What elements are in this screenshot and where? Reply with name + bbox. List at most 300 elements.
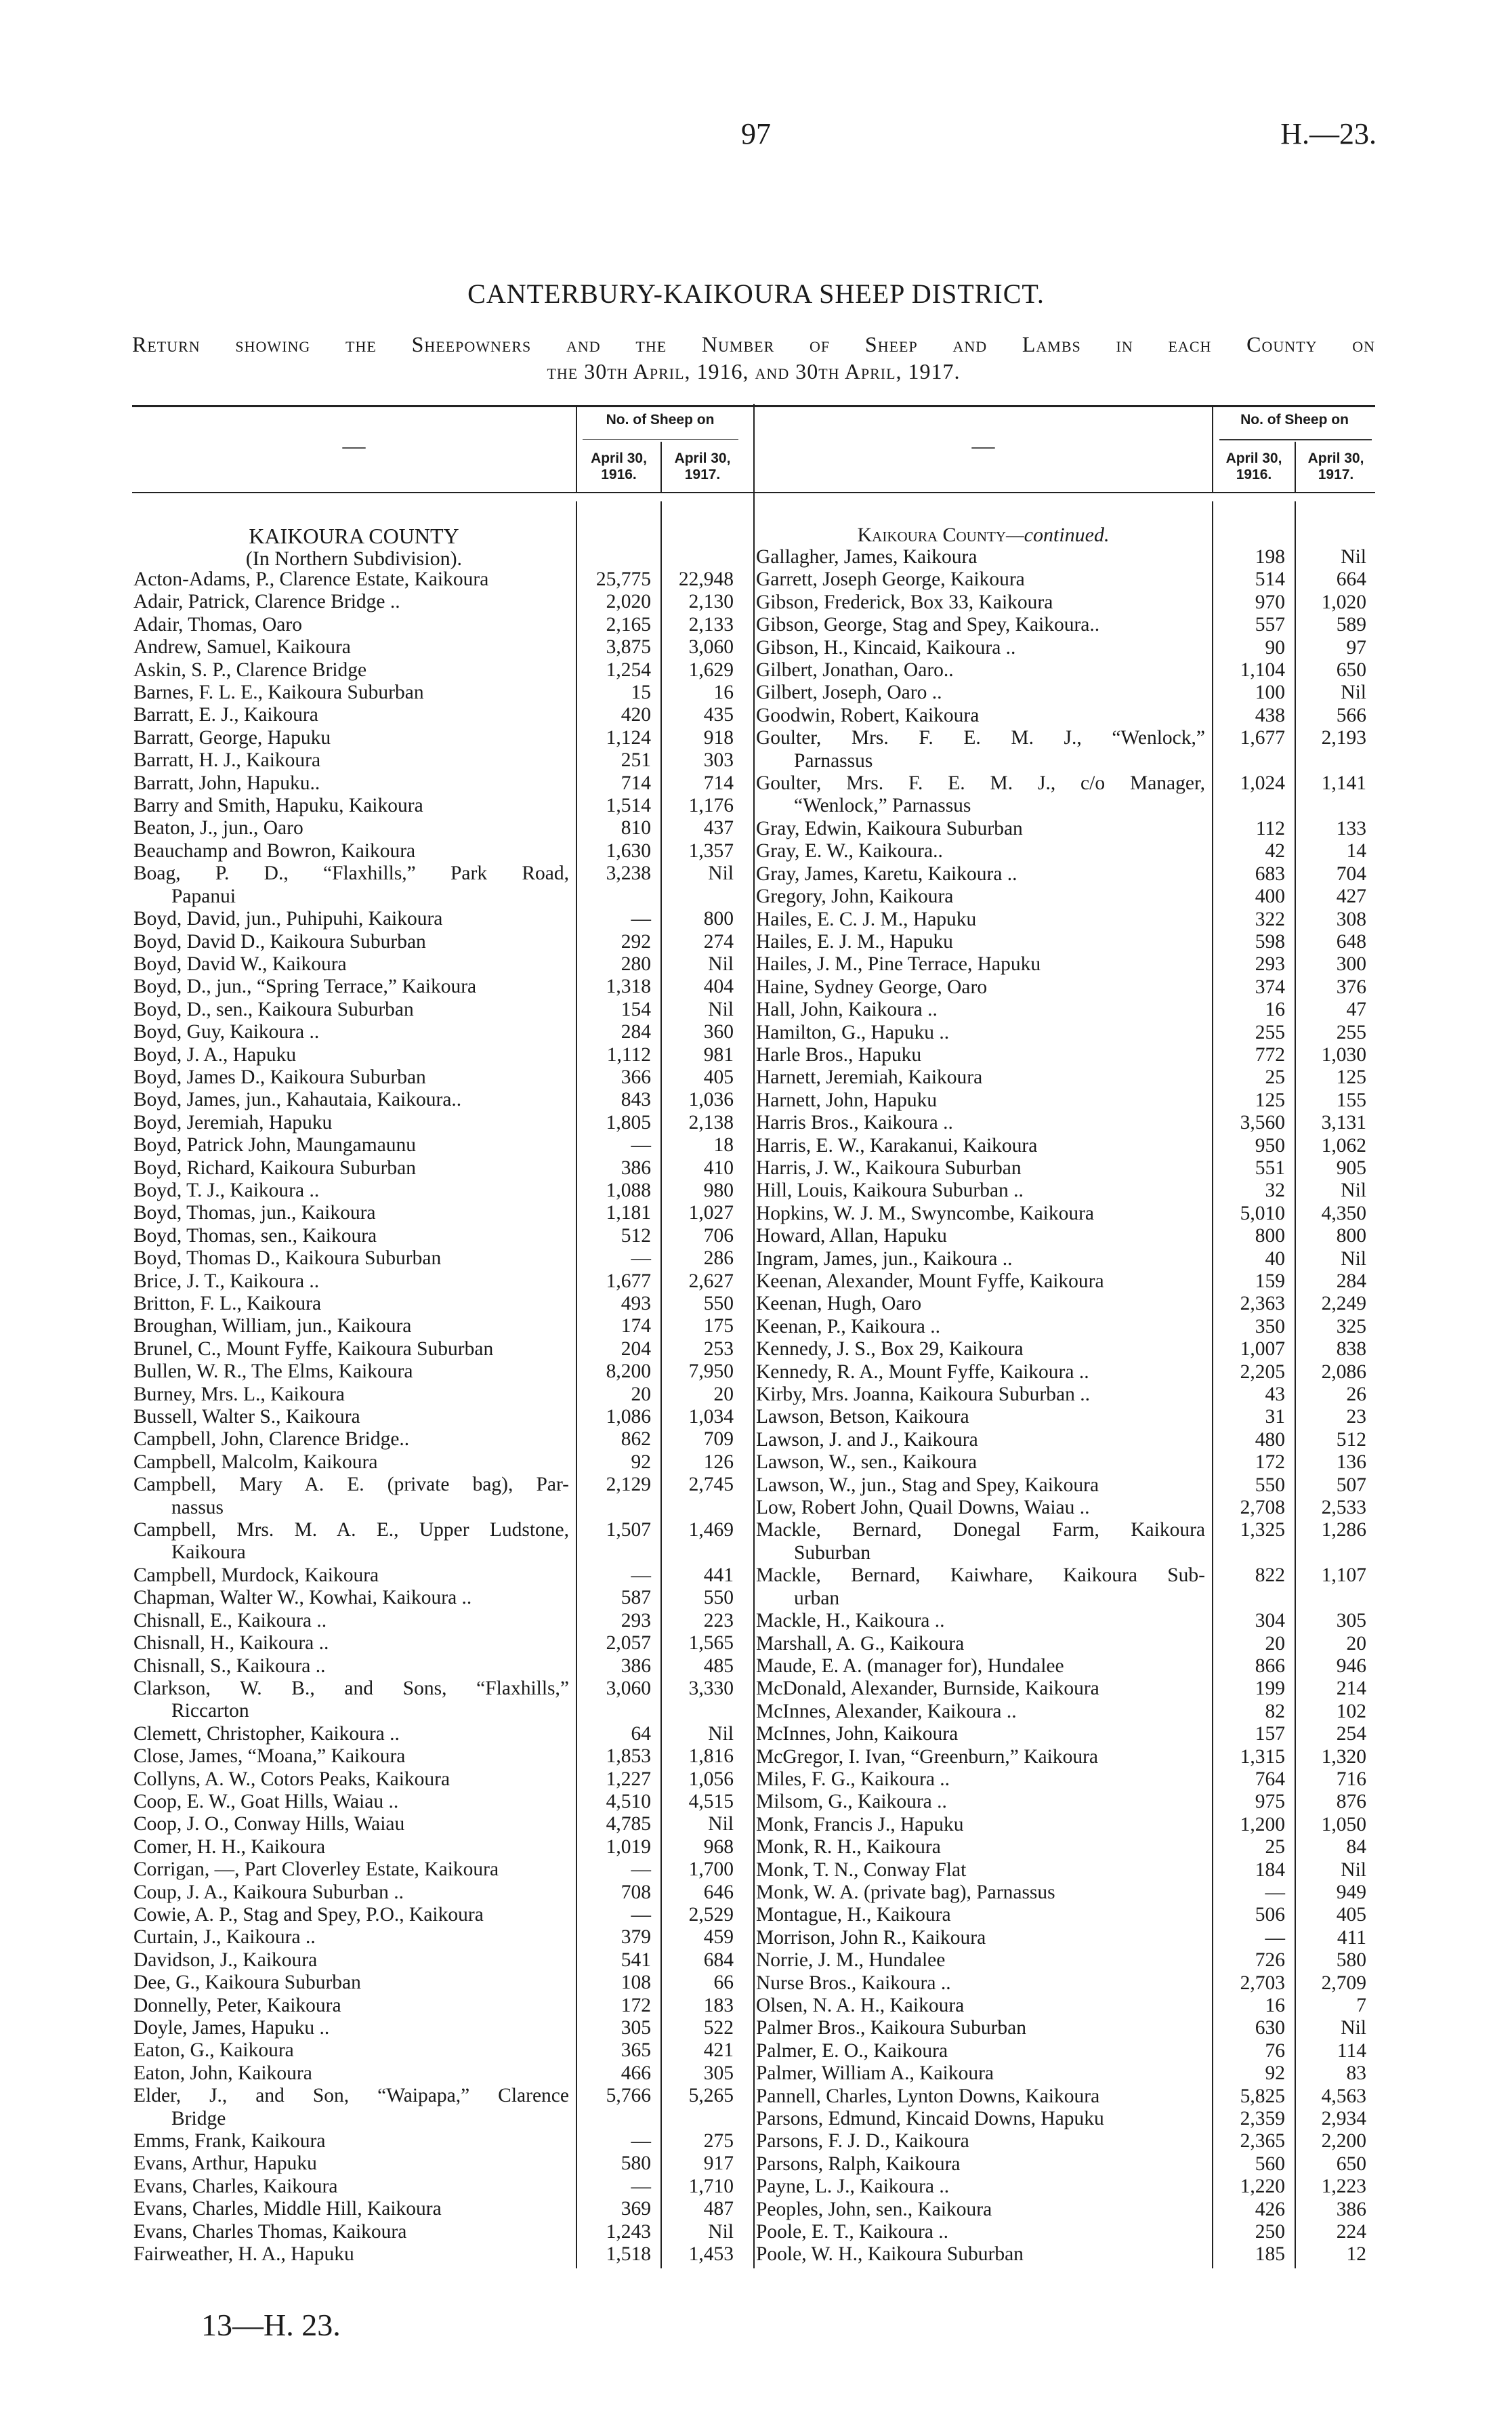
owner-name: Eaton, G., Kaikoura bbox=[133, 2039, 294, 2062]
sheep-1916: 366 bbox=[621, 1066, 651, 1088]
sheep-1916: 90 bbox=[1265, 636, 1285, 659]
sheep-1917: 303 bbox=[703, 749, 734, 772]
sheep-1916: 76 bbox=[1265, 2039, 1285, 2062]
sheep-1917: 66 bbox=[713, 1972, 734, 1994]
owner-name: Harnett, Jeremiah, Kaikoura bbox=[756, 1066, 983, 1089]
sheep-1916: 843 bbox=[621, 1089, 651, 1111]
sheep-1916: — bbox=[631, 1247, 651, 1270]
owner-cell bbox=[132, 2243, 576, 2266]
sheep-1917: 404 bbox=[703, 976, 734, 998]
table-row bbox=[755, 1157, 1376, 1180]
owner-cell bbox=[132, 1451, 576, 1474]
sheep-1917: 918 bbox=[703, 726, 734, 749]
sheep-1917: 360 bbox=[703, 1021, 734, 1043]
table-row bbox=[132, 953, 743, 976]
sheep-1917: 126 bbox=[703, 1451, 734, 1473]
owner-cell bbox=[755, 1022, 1212, 1044]
sheep-1917: Nil bbox=[708, 1722, 734, 1745]
table-row bbox=[755, 2108, 1376, 2130]
owner-name: Eaton, John, Kaikoura bbox=[133, 2062, 312, 2084]
sheep-1917: 4,563 bbox=[1321, 2085, 1366, 2107]
owner-cell bbox=[755, 546, 1212, 568]
owner-name: Keenan, P., Kaikoura .. bbox=[756, 1315, 940, 1337]
owner-cell bbox=[132, 1564, 576, 1587]
sheep-1916: 172 bbox=[1255, 1451, 1285, 1474]
owner-cell bbox=[755, 568, 1212, 591]
sheep-1916: 541 bbox=[621, 1949, 651, 1971]
sheep-1917: 83 bbox=[1346, 2062, 1366, 2085]
owner-name: Hall, John, Kaikoura .. bbox=[756, 999, 938, 1021]
owner-cell bbox=[132, 1270, 576, 1293]
sheep-1917: 20 bbox=[1346, 1632, 1366, 1655]
owner-cell bbox=[132, 1089, 576, 1111]
sheep-1916: 305 bbox=[621, 2017, 651, 2039]
sheep-1917: 254 bbox=[1336, 1723, 1366, 1745]
table-row bbox=[755, 2221, 1376, 2243]
table-row bbox=[755, 1995, 1376, 2017]
sheep-1916: 1,853 bbox=[606, 1745, 651, 1768]
table-row bbox=[755, 1135, 1376, 1157]
sheep-1917: 876 bbox=[1336, 1791, 1366, 1813]
sheep-1917: 3,060 bbox=[688, 636, 734, 659]
owner-cell bbox=[132, 1384, 576, 1406]
sheep-1916: 400 bbox=[1255, 886, 1285, 908]
owner-name: Campbell, Murdock, Kaikoura bbox=[133, 1564, 379, 1586]
owner-name-continued: Papanui bbox=[171, 885, 236, 907]
owner-name: Burney, Mrs. L., Kaikoura bbox=[133, 1383, 345, 1405]
table-row bbox=[132, 1995, 743, 2017]
owner-name: Coup, J. A., Kaikoura Suburban .. bbox=[133, 1881, 404, 1903]
owner-name-continued: urban bbox=[794, 1587, 840, 1609]
sheep-1917: 968 bbox=[703, 1835, 734, 1858]
sheep-1917: 580 bbox=[1336, 1949, 1366, 1972]
owner-name: Gilbert, Jonathan, Oaro.. bbox=[756, 659, 954, 682]
owner-cell bbox=[132, 1904, 576, 1926]
col2-label: April 30, bbox=[1307, 451, 1364, 466]
owner-cell bbox=[755, 2176, 1212, 2198]
owner-name: Coop, E. W., Goat Hills, Waiau .. bbox=[133, 1790, 399, 1812]
owner-cell bbox=[755, 863, 1212, 886]
owner-name: Boyd, Guy, Kaikoura .. bbox=[133, 1021, 320, 1043]
owner-cell bbox=[755, 1406, 1212, 1428]
owner-name: Goulter, Mrs. F. E. M. J., “Wenlock,” bbox=[756, 727, 1205, 749]
table-row bbox=[132, 1451, 743, 1474]
owner-name: Boyd, D., sen., Kaikoura Suburban bbox=[133, 998, 414, 1020]
sheep-1917: 485 bbox=[703, 1655, 734, 1677]
owner-cell bbox=[755, 1293, 1212, 1315]
sheep-1917: 704 bbox=[1336, 862, 1366, 885]
sheep-1916: 159 bbox=[1255, 1270, 1285, 1292]
owner-name-continued: Parnassus bbox=[794, 749, 873, 772]
table-row bbox=[755, 1338, 1376, 1360]
sheep-1917: 223 bbox=[703, 1609, 734, 1631]
sheep-1916: 350 bbox=[1255, 1315, 1285, 1337]
owner-cell bbox=[755, 727, 1212, 772]
sheep-1917: 214 bbox=[1336, 1678, 1366, 1700]
sheep-1916: 1,200 bbox=[1240, 1813, 1285, 1835]
owner-name: Boyd, Thomas D., Kaikoura Suburban bbox=[133, 1247, 442, 1270]
owner-name: Lawson, J. and J., Kaikoura bbox=[756, 1428, 978, 1451]
owner-cell bbox=[755, 1768, 1212, 1791]
table-row bbox=[132, 1519, 743, 1564]
table-row bbox=[132, 2176, 743, 2198]
sheep-1917: 133 bbox=[1336, 817, 1366, 839]
sheep-1916: 975 bbox=[1255, 1791, 1285, 1813]
owner-name: Barnes, F. L. E., Kaikoura Suburban bbox=[133, 682, 424, 704]
table-row bbox=[132, 1745, 743, 1768]
sheep-1916: 251 bbox=[621, 749, 651, 772]
owner-cell bbox=[132, 1338, 576, 1360]
owner-name: Chisnall, E., Kaikoura .. bbox=[133, 1609, 327, 1631]
sheep-1917: 1,286 bbox=[1321, 1519, 1366, 1541]
owner-name: Keenan, Alexander, Mount Fyffe, Kaikoura bbox=[756, 1270, 1104, 1292]
owner-name: Donnelly, Peter, Kaikoura bbox=[133, 1994, 341, 2016]
owner-cell bbox=[132, 727, 576, 749]
owner-name: Campbell, John, Clarence Bridge.. bbox=[133, 1428, 410, 1451]
owner-name: McInnes, John, Kaikoura bbox=[756, 1723, 959, 1745]
left-col1-header bbox=[577, 451, 660, 483]
sheep-1917: Nil bbox=[1341, 546, 1366, 568]
table-row bbox=[755, 1791, 1376, 1813]
sheep-1917: 224 bbox=[1336, 2221, 1366, 2243]
table-row bbox=[755, 2199, 1376, 2221]
sheep-1916: 630 bbox=[1255, 2017, 1285, 2039]
table-row bbox=[132, 1180, 743, 1202]
sheep-1917: 1,141 bbox=[1321, 772, 1366, 795]
sheep-1916: 255 bbox=[1255, 1021, 1285, 1043]
sheep-1916: 174 bbox=[621, 1315, 651, 1337]
sheep-1917: 435 bbox=[703, 704, 734, 726]
owner-name: Lawson, W., jun., Stag and Spey, Kaikoura bbox=[756, 1474, 1099, 1496]
table-row bbox=[132, 1655, 743, 1678]
table-row bbox=[755, 1180, 1376, 1202]
owner-name: Campbell, Malcolm, Kaikoura bbox=[133, 1451, 378, 1473]
sheep-1917: 709 bbox=[703, 1428, 734, 1451]
sheep-1917: Nil bbox=[708, 1813, 734, 1835]
table-row bbox=[755, 863, 1376, 886]
table-row bbox=[132, 1225, 743, 1247]
sheep-1917: 1,700 bbox=[688, 1858, 734, 1881]
owner-name: Broughan, William, jun., Kaikoura bbox=[133, 1315, 412, 1337]
owner-cell bbox=[755, 1610, 1212, 1632]
owner-cell bbox=[132, 659, 576, 682]
sheep-1917: 14 bbox=[1346, 840, 1366, 862]
table-row bbox=[755, 931, 1376, 953]
owner-name: Maude, E. A. (manager for), Hundalee bbox=[756, 1655, 1064, 1677]
table-row bbox=[132, 1270, 743, 1293]
sheep-1917: 386 bbox=[1336, 2198, 1366, 2220]
sheep-1917: 136 bbox=[1336, 1451, 1366, 1474]
sheep-1917: 550 bbox=[703, 1293, 734, 1314]
owner-cell bbox=[755, 1995, 1212, 2017]
owner-cell bbox=[755, 1564, 1212, 1610]
owner-cell bbox=[132, 636, 576, 659]
owner-name: Dee, G., Kaikoura Suburban bbox=[133, 1972, 361, 1994]
sheep-1917: 1,027 bbox=[688, 1202, 734, 1224]
left-group-header: No. of Sheep on bbox=[606, 412, 715, 428]
sheep-1917: 84 bbox=[1346, 1836, 1366, 1858]
table-row bbox=[755, 2130, 1376, 2153]
sheep-1916: 25 bbox=[1265, 1836, 1285, 1858]
owner-cell bbox=[755, 1316, 1212, 1338]
table-row bbox=[755, 1248, 1376, 1270]
owner-cell bbox=[132, 2062, 576, 2085]
table-row bbox=[755, 1384, 1376, 1406]
sheep-1917: 522 bbox=[703, 2017, 734, 2039]
owner-name: Harris Bros., Kaikoura .. bbox=[756, 1112, 953, 1134]
sheep-1916: 154 bbox=[621, 998, 651, 1020]
table-row bbox=[755, 2040, 1376, 2062]
sheep-1916: — bbox=[1265, 1926, 1285, 1949]
table-row bbox=[755, 2176, 1376, 2198]
sheep-1916: 1,007 bbox=[1240, 1338, 1285, 1360]
sheep-1917: 2,745 bbox=[688, 1474, 734, 1496]
owner-cell bbox=[132, 1157, 576, 1180]
left-name-column-header: — bbox=[342, 434, 366, 459]
owner-cell bbox=[132, 840, 576, 862]
sheep-1916: 2,708 bbox=[1240, 1497, 1285, 1519]
owner-name: Boyd, Thomas, sen., Kaikoura bbox=[133, 1224, 377, 1247]
table-row bbox=[755, 1768, 1376, 1791]
sheep-1916: 580 bbox=[621, 2153, 651, 2175]
sheep-1916: 40 bbox=[1265, 1247, 1285, 1270]
owner-name: Curtain, J., Kaikoura .. bbox=[133, 1926, 316, 1949]
sheep-1917: Nil bbox=[708, 998, 734, 1020]
document-reference: H.—23. bbox=[1280, 117, 1377, 150]
sheep-1916: 493 bbox=[621, 1293, 651, 1314]
owner-name: Boyd, James, jun., Kahautaia, Kaikoura.. bbox=[133, 1089, 462, 1111]
table-row bbox=[755, 1678, 1376, 1700]
owner-cell bbox=[755, 1089, 1212, 1112]
owner-name: Miles, F. G., Kaikoura .. bbox=[756, 1768, 950, 1790]
sheep-1917: 405 bbox=[703, 1066, 734, 1088]
sheep-1916: 598 bbox=[1255, 930, 1285, 953]
table-row bbox=[755, 1225, 1376, 1247]
right-name-column-header: — bbox=[971, 434, 995, 459]
owner-name: Montague, H., Kaikoura bbox=[756, 1904, 951, 1926]
owner-cell bbox=[755, 1927, 1212, 1949]
owner-name: Hill, Louis, Kaikoura Suburban .. bbox=[756, 1180, 1024, 1202]
table-row bbox=[755, 1836, 1376, 1858]
owner-name: Mackle, Bernard, Kaiwhare, Kaikoura Sub- bbox=[756, 1564, 1205, 1587]
left-table-body bbox=[132, 568, 743, 2266]
owner-cell bbox=[132, 1202, 576, 1224]
sheep-1916: 1,024 bbox=[1240, 772, 1285, 795]
owner-name: Nurse Bros., Kaikoura .. bbox=[756, 1972, 951, 1994]
right-group-header: No. of Sheep on bbox=[1240, 412, 1349, 428]
owner-name: Barry and Smith, Hapuku, Kaikoura bbox=[133, 795, 423, 817]
sheep-1916: 1,318 bbox=[606, 976, 651, 998]
owner-cell bbox=[755, 999, 1212, 1021]
owner-cell bbox=[132, 1044, 576, 1066]
owner-name: Boyd, James D., Kaikoura Suburban bbox=[133, 1066, 426, 1088]
sheep-1916: 764 bbox=[1255, 1768, 1285, 1790]
owner-cell bbox=[132, 749, 576, 772]
table-row bbox=[132, 591, 743, 613]
owner-cell bbox=[132, 1655, 576, 1678]
owner-name: Gilbert, Joseph, Oaro .. bbox=[756, 682, 942, 704]
table-row bbox=[755, 637, 1376, 659]
owner-name: Elder, J., and Son, “Waipapa,” Clarence bbox=[133, 2085, 569, 2107]
owner-name: Adair, Patrick, Clarence Bridge .. bbox=[133, 591, 400, 613]
sheep-1917: 2,086 bbox=[1321, 1360, 1366, 1383]
table-row bbox=[755, 2243, 1376, 2266]
owner-cell bbox=[755, 1633, 1212, 1655]
table-row bbox=[755, 1406, 1376, 1428]
table-row bbox=[132, 2153, 743, 2175]
table-row bbox=[755, 1293, 1376, 1315]
sheep-1917: 125 bbox=[1336, 1066, 1366, 1089]
sheep-1916: 1,088 bbox=[606, 1179, 651, 1201]
sheep-1916: 866 bbox=[1255, 1655, 1285, 1677]
owner-cell bbox=[132, 2176, 576, 2198]
sheep-1917: 325 bbox=[1336, 1315, 1366, 1337]
sheep-1917: 22,948 bbox=[678, 568, 734, 590]
sheep-1916: 1,086 bbox=[606, 1406, 651, 1428]
owner-cell bbox=[755, 1066, 1212, 1089]
table-row bbox=[755, 1949, 1376, 1972]
sheep-1917: 487 bbox=[703, 2198, 734, 2220]
table-row bbox=[755, 886, 1376, 908]
owner-name: Poole, W. H., Kaikoura Suburban bbox=[756, 2243, 1024, 2266]
sheep-1916: 15 bbox=[631, 682, 651, 704]
sheep-1916: 970 bbox=[1255, 591, 1285, 613]
sheep-1916: 587 bbox=[621, 1587, 651, 1609]
owner-cell bbox=[755, 976, 1212, 999]
sheep-1917: 1,107 bbox=[1321, 1564, 1366, 1587]
table-row bbox=[755, 1474, 1376, 1497]
owner-cell bbox=[755, 2040, 1212, 2062]
owner-name: Clarkson, W. B., and Sons, “Flaxhills,” bbox=[133, 1677, 569, 1699]
table-row bbox=[132, 1247, 743, 1270]
sheep-1917: 1,176 bbox=[688, 795, 734, 817]
sheep-1916: 1,243 bbox=[606, 2220, 651, 2243]
sheep-1917: 114 bbox=[1337, 2039, 1366, 2062]
sheep-1916: 1,630 bbox=[606, 839, 651, 862]
owner-name: McInnes, Alexander, Kaikoura .. bbox=[756, 1700, 1017, 1722]
table-row bbox=[132, 2017, 743, 2039]
owner-cell bbox=[132, 1134, 576, 1157]
owner-cell bbox=[132, 931, 576, 953]
sheep-1916: 3,238 bbox=[606, 862, 651, 885]
sheep-1917: 1,050 bbox=[1321, 1813, 1366, 1835]
sheep-1917: 410 bbox=[703, 1157, 734, 1179]
sheep-1916: 420 bbox=[621, 704, 651, 726]
owner-cell bbox=[132, 568, 576, 591]
table-row bbox=[755, 727, 1376, 772]
owner-name: Lawson, W., sen., Kaikoura bbox=[756, 1451, 978, 1474]
sheep-1917: 427 bbox=[1336, 886, 1366, 908]
owner-name: Chisnall, S., Kaikoura .. bbox=[133, 1655, 326, 1677]
owner-name: Monk, Francis J., Hapuku bbox=[756, 1813, 964, 1835]
owner-cell bbox=[132, 2198, 576, 2220]
owner-cell bbox=[755, 840, 1212, 862]
owner-cell bbox=[132, 1881, 576, 1904]
table-row bbox=[132, 1836, 743, 1858]
sheep-1916: 125 bbox=[1255, 1089, 1285, 1111]
sheep-1916: 280 bbox=[621, 953, 651, 975]
col2-year: 1917. bbox=[1318, 467, 1354, 482]
owner-name: Palmer Bros., Kaikoura Suburban bbox=[756, 2017, 1026, 2039]
col1-label: April 30, bbox=[591, 451, 647, 466]
sheep-1916: 386 bbox=[621, 1157, 651, 1179]
owner-name-continued: Kaikoura bbox=[171, 1541, 246, 1564]
owner-name: Hopkins, W. J. M., Swyncombe, Kaikoura bbox=[756, 1202, 1095, 1224]
owner-cell bbox=[755, 931, 1212, 953]
owner-cell bbox=[132, 817, 576, 839]
sheep-1916: 1,227 bbox=[606, 1768, 651, 1790]
owner-name: Milsom, G., Kaikoura .. bbox=[756, 1791, 947, 1813]
table-row bbox=[132, 931, 743, 953]
owner-cell bbox=[755, 591, 1212, 614]
owner-cell bbox=[755, 1361, 1212, 1384]
table-row bbox=[132, 1157, 743, 1180]
sheep-1917: 20 bbox=[713, 1383, 734, 1405]
sheep-1917: 800 bbox=[703, 908, 734, 930]
table-row bbox=[755, 1972, 1376, 1995]
table-row bbox=[132, 1813, 743, 1835]
owner-cell bbox=[755, 1949, 1212, 1972]
table-row bbox=[755, 2062, 1376, 2085]
owner-cell bbox=[132, 1021, 576, 1043]
sheep-1917: 2,529 bbox=[688, 1903, 734, 1926]
sheep-1917: 1,034 bbox=[688, 1406, 734, 1428]
sheep-1916: 2,703 bbox=[1240, 1972, 1285, 1994]
sheep-1916: 172 bbox=[621, 1994, 651, 2016]
owner-cell bbox=[132, 2085, 576, 2130]
table-row bbox=[755, 1497, 1376, 1519]
sheep-1917: 1,020 bbox=[1321, 591, 1366, 613]
owner-cell bbox=[132, 1949, 576, 1972]
owner-cell bbox=[755, 1384, 1212, 1406]
right-col2-header bbox=[1296, 451, 1376, 483]
sheep-1916: 20 bbox=[1265, 1632, 1285, 1655]
sheep-1917: 4,515 bbox=[688, 1790, 734, 1812]
sheep-1917: 648 bbox=[1336, 930, 1366, 953]
sheep-1917: 3,330 bbox=[688, 1677, 734, 1699]
table-row bbox=[132, 1610, 743, 1632]
right-col1-header bbox=[1213, 451, 1295, 483]
table-row bbox=[755, 1610, 1376, 1632]
owner-cell bbox=[132, 999, 576, 1021]
sheep-1916: 199 bbox=[1255, 1678, 1285, 1700]
owner-cell bbox=[755, 659, 1212, 682]
sheep-1917: 2,709 bbox=[1321, 1972, 1366, 1994]
left-section-heading bbox=[132, 525, 576, 570]
sheep-1917: 1,062 bbox=[1321, 1134, 1366, 1157]
owner-name: Gallagher, James, Kaikoura bbox=[756, 546, 978, 568]
owner-name: Low, Robert John, Quail Downs, Waiau .. bbox=[756, 1497, 1090, 1519]
sheep-1917: 18 bbox=[713, 1134, 734, 1157]
sheep-1917: 917 bbox=[703, 2153, 734, 2175]
table-row bbox=[132, 568, 743, 591]
table-row bbox=[132, 1202, 743, 1224]
owner-name: Palmer, William A., Kaikoura bbox=[756, 2062, 994, 2085]
sheep-1917: 706 bbox=[703, 1224, 734, 1247]
sheep-1916: 157 bbox=[1255, 1723, 1285, 1745]
table-row bbox=[132, 1089, 743, 1111]
owner-name: Doyle, James, Hapuku .. bbox=[133, 2017, 330, 2039]
table-row bbox=[755, 1633, 1376, 1655]
sheep-1916: 1,315 bbox=[1240, 1745, 1285, 1768]
sheep-1916: 822 bbox=[1255, 1564, 1285, 1587]
owner-cell bbox=[755, 1859, 1212, 1881]
owner-name: Beaton, J., jun., Oaro bbox=[133, 817, 303, 839]
sheep-1916: 108 bbox=[621, 1972, 651, 1994]
col1-year: 1916. bbox=[1236, 467, 1272, 482]
sheep-1917: 1,710 bbox=[688, 2175, 734, 2197]
owner-name: Comer, H. H., Kaikoura bbox=[133, 1835, 326, 1858]
